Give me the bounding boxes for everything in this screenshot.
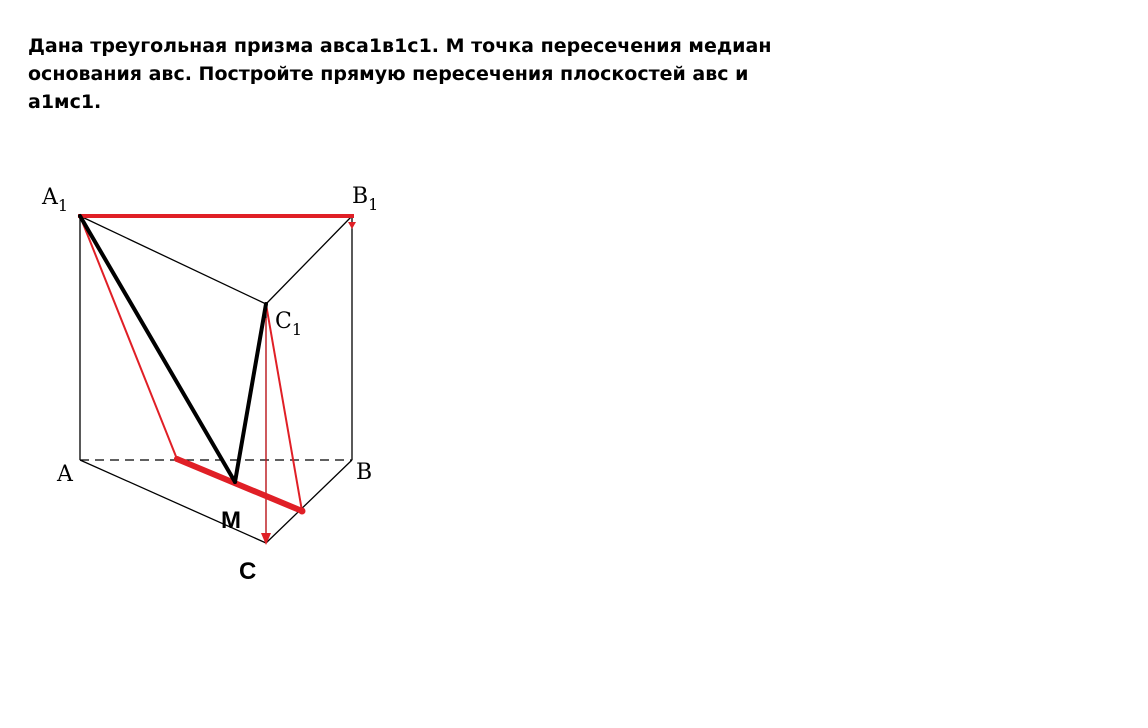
line-a1-m	[80, 216, 235, 482]
red-dot-ab	[174, 456, 180, 462]
problem-line-2: основания авс. Постройте прямую пересечения плоскостей авс и	[28, 63, 749, 85]
label-b: B	[356, 460, 373, 485]
label-c: C	[239, 558, 257, 585]
label-m: M	[221, 507, 241, 534]
red-line-a1-to-ab	[80, 216, 177, 459]
problem-line-3: а1мс1.	[28, 91, 102, 113]
edge-b1-c1	[266, 216, 352, 304]
label-a1: $A_1$	[42, 185, 69, 215]
label-a: A	[57, 462, 73, 487]
label-b1: $B_1$	[352, 184, 379, 214]
problem-line-1: Дана треугольная призма авса1в1с1. М точка пересечения медиан	[28, 35, 772, 57]
red-dot-bc	[299, 508, 306, 515]
label-c1: $C_1$	[275, 309, 303, 339]
line-m-c1	[235, 304, 266, 482]
red-arrowhead-b1	[348, 222, 356, 229]
